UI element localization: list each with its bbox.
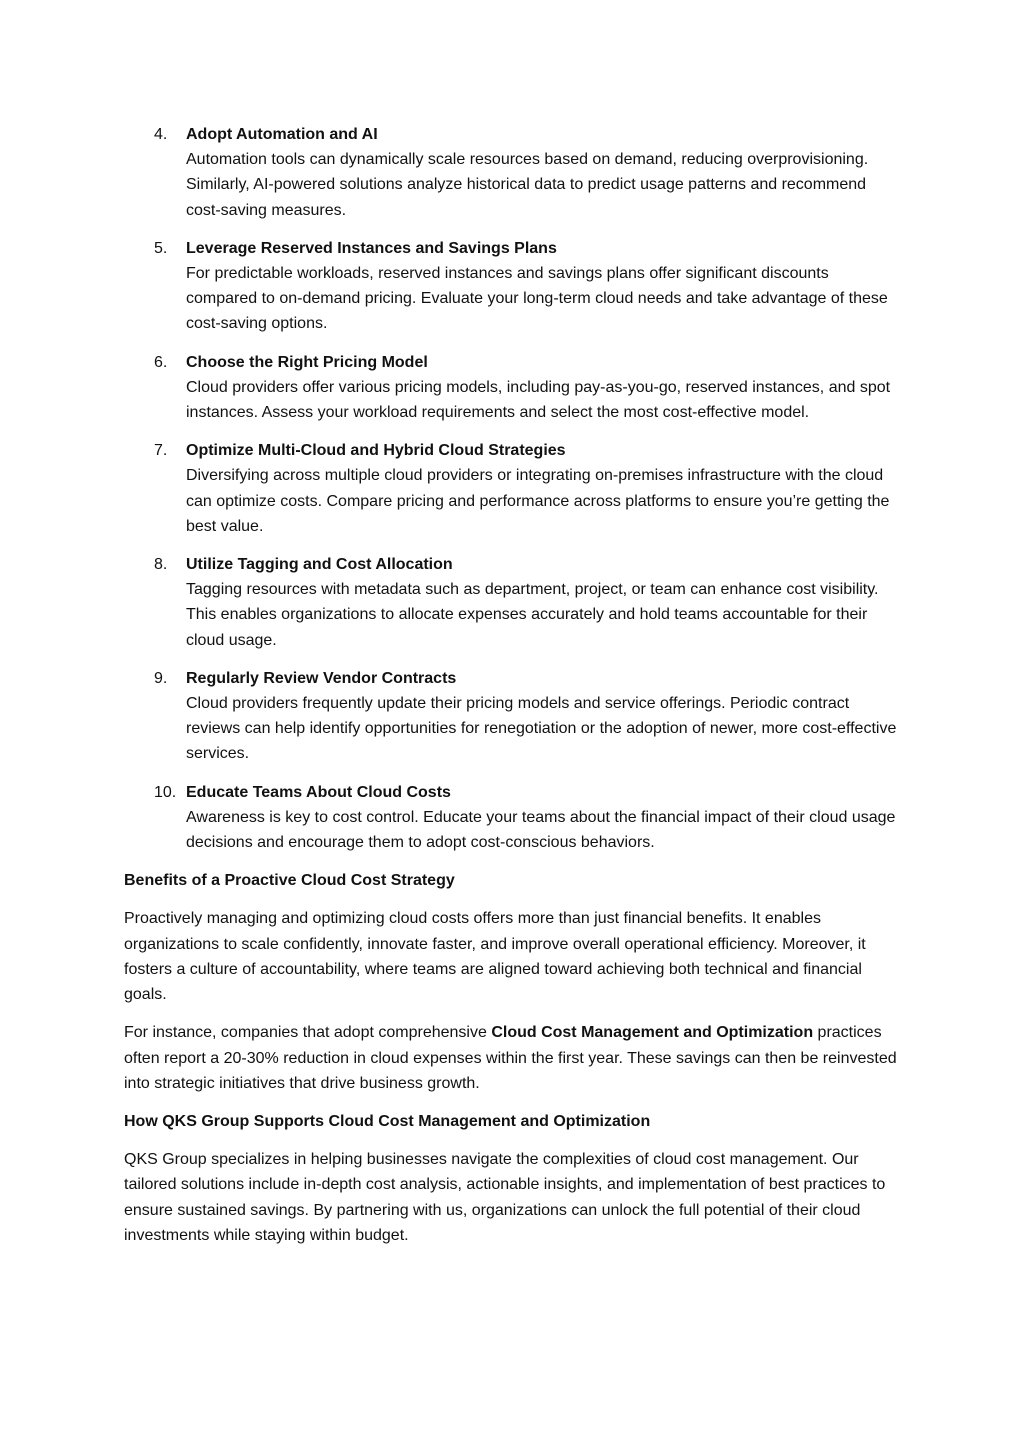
list-item-title: Leverage Reserved Instances and Savings Plans <box>186 239 557 257</box>
instance-paragraph <box>124 1020 904 1096</box>
list-item-title: Choose the Right Pricing Model <box>186 353 428 371</box>
list-item-body: Awareness is key to cost control. Educate your teams about the financial impact of their cloud usage decisions and encourage them to adopt cost-conscious behaviors. <box>186 808 896 852</box>
list-item-number: 7. <box>154 442 168 460</box>
qks-paragraph: QKS Group specializes in helping businesses navigate the complexities of cloud cost management. Our tailored solutions include in-depth cost analysis, actionable insights, and implementation of best practices to ensure sustained savings. By partnering with us, organizations can unlock the full potential of their cloud investments while staying within budget. <box>124 1151 886 1244</box>
list-item-body: Diversifying across multiple cloud providers or integrating on-premises infrastructure with the cloud can optimize costs. Compare pricing and performance across platforms to ensure you’re getting the best value. <box>186 467 890 535</box>
list-item-title: Adopt Automation and AI <box>186 126 378 143</box>
qks-heading: How QKS Group Supports Cloud Cost Management and Optimization <box>124 1112 651 1130</box>
list-item-number: 5. <box>154 239 168 257</box>
benefits-paragraph: Proactively managing and optimizing cloud costs offers more than just financial benefits. It enables organizations to scale confidently, innovate faster, and improve overall operational efficiency. Moreover, it fosters a culture of accountability, where teams are aligned toward achieving both technical and financial goals. <box>124 910 866 1004</box>
list-item <box>124 350 904 426</box>
list-item-number: 4. <box>154 126 168 143</box>
list-item-body: Cloud providers offer various pricing models, including pay-as-you-go, reserved instances, and spot instances. Assess your workload requirements and select the most cost-effective model. <box>186 378 891 422</box>
list-item <box>124 780 904 856</box>
list-item-title: Utilize Tagging and Cost Allocation <box>186 556 453 574</box>
list-item-body: Tagging resources with metadata such as department, project, or team can enhance cost visibility. This enables organizations to allocate expenses accurately and hold teams accountable for their cloud usage. <box>186 581 879 649</box>
list-item-number: 8. <box>154 556 168 574</box>
instance-paragraph-suffix: practices often report a 20-30% reduction in cloud expenses within the first year. These savings can then be reinvested into strategic initiatives that drive business growth. <box>124 1024 897 1092</box>
benefits-heading: Benefits of a Proactive Cloud Cost Strategy <box>124 872 455 890</box>
list-item-title: Educate Teams About Cloud Costs <box>186 783 451 801</box>
list-item-title: Regularly Review Vendor Contracts <box>186 669 457 687</box>
list-item <box>124 438 904 539</box>
list-item-body: For predictable workloads, reserved instances and savings plans offer significant discounts compared to on-demand pricing. Evaluate your long-term cloud needs and take advantage of these cost-saving options. <box>186 265 888 333</box>
instance-paragraph-prefix: For instance, companies that adopt comprehensive <box>124 1024 492 1042</box>
list-item <box>124 122 904 223</box>
document-content <box>124 122 904 1261</box>
list-item-number: 6. <box>154 353 168 371</box>
list-item <box>124 666 904 767</box>
list-item-body: Automation tools can dynamically scale resources based on demand, reducing overprovisioning. Similarly, AI-powered solutions analyze historical data to predict usage patterns and recommend cost-saving measures. <box>186 151 869 219</box>
list-item-title: Optimize Multi-Cloud and Hybrid Cloud Strategies <box>186 442 566 460</box>
list-item <box>124 552 904 653</box>
list-item-body: Cloud providers frequently update their pricing models and service offerings. Periodic contract reviews can help identify opportunities for renegotiation or the adoption of newer, more cost-effective services. <box>186 695 897 763</box>
instance-paragraph-bold: Cloud Cost Management and Optimization <box>491 1024 814 1042</box>
list-item-number: 9. <box>154 669 168 687</box>
list-item-number: 10. <box>154 783 177 801</box>
list-item <box>124 236 904 337</box>
